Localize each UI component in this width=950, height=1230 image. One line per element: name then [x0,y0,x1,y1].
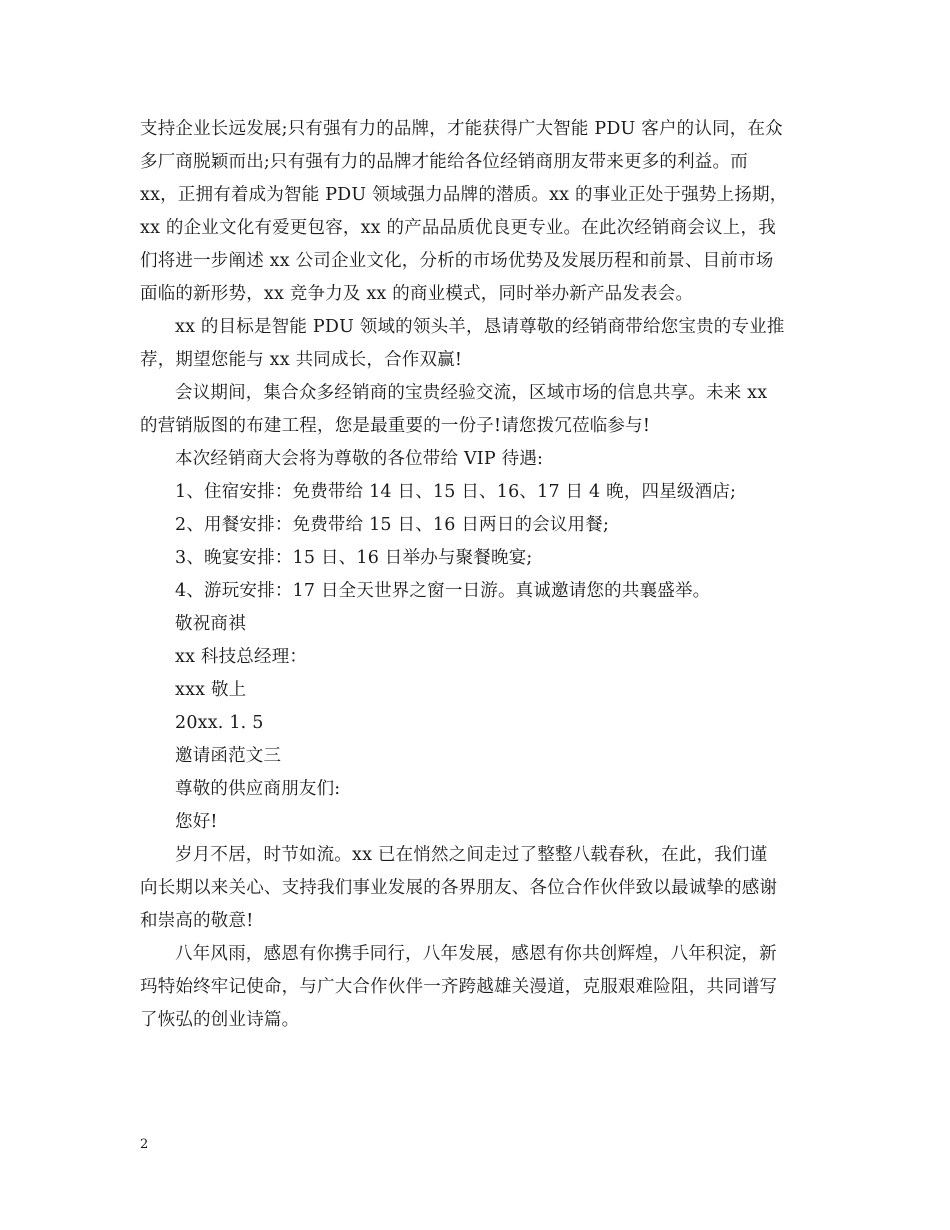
body-line: 面临的新形势，xx 竞争力及 xx 的商业模式，同时举办新产品发表会。 [140,284,694,304]
paragraph-first-line: 八年风雨，感恩有你携手同行，八年发展，感恩有你共创辉煌，八年积淀，新 [175,944,777,964]
body-line: 了恢弘的创业诗篇。 [140,1010,300,1030]
list-item: 1、住宿安排：免费带给 14 日、15 日、16、17 日 4 晚，四星级酒店; [175,482,737,502]
list-item: 3、晚宴安排：15 日、16 日举办与聚餐晚宴; [175,548,533,568]
body-line: 们将进一步阐述 xx 公司企业文化，分析的市场优势及发展历程和前景、目前市场 [140,251,774,271]
body-line: 多厂商脱颖而出;只有强有力的品牌才能给各位经销商朋友带来更多的利益。而 [140,152,748,172]
greeting: 您好! [175,812,218,832]
body-line: 荐，期望您能与 xx 共同成长，合作双赢! [140,350,463,370]
body-line: xx 的企业文化有爱更包容，xx 的产品品质优良更专业。在此次经销商会议上，我 [140,218,776,238]
list-item: 2、用餐安排：免费带给 15 日、16 日两日的会议用餐; [175,515,610,535]
date-line: 20xx. 1. 5 [175,713,264,733]
signature-name: xxx 敬上 [175,680,247,700]
body-line: 玛特始终牢记使命，与广大合作伙伴一齐跨越雄关漫道，克服艰难险阻，共同谱写 [140,977,778,997]
page-number: 2 [140,1137,149,1152]
paragraph-first-line: 岁月不居，时节如流。xx 已在悄然之间走过了整整八载春秋，在此，我们谨 [175,845,768,865]
closing-line: 敬祝商祺 [175,614,246,634]
paragraph-first-line: 会议期间，集合众多经销商的宝贵经验交流，区域市场的信息共享。未来 xx [175,383,768,403]
paragraph-first-line: xx 的目标是智能 PDU 领域的领头羊，恳请尊敬的经销商带给您宝贵的专业推 [175,317,785,337]
body-line: xx，正拥有着成为智能 PDU 领域强力品牌的潜质。xx 的事业正处于强势上扬期， [140,185,788,205]
section-heading: 邀请函范文三 [175,746,282,766]
paragraph-first-line: 本次经销商大会将为尊敬的各位带给 VIP 待遇: [175,449,544,469]
body-line: 和崇高的敬意! [140,911,254,931]
salutation: 尊敬的供应商朋友们: [175,779,341,799]
list-item: 4、游玩安排：17 日全天世界之窗一日游。真诚邀请您的共襄盛举。 [175,581,711,601]
body-line: 的营销版图的布建工程，您是最重要的一份子!请您拨冗莅临参与! [140,416,651,436]
body-line: 支持企业长远发展;只有强有力的品牌，才能获得广大智能 PDU 客户的认同，在众 [140,119,783,139]
signature-title: xx 科技总经理： [175,647,308,667]
body-line: 向长期以来关心、支持我们事业发展的各界朋友、各位合作伙伴致以最诚挚的感谢 [140,878,778,898]
